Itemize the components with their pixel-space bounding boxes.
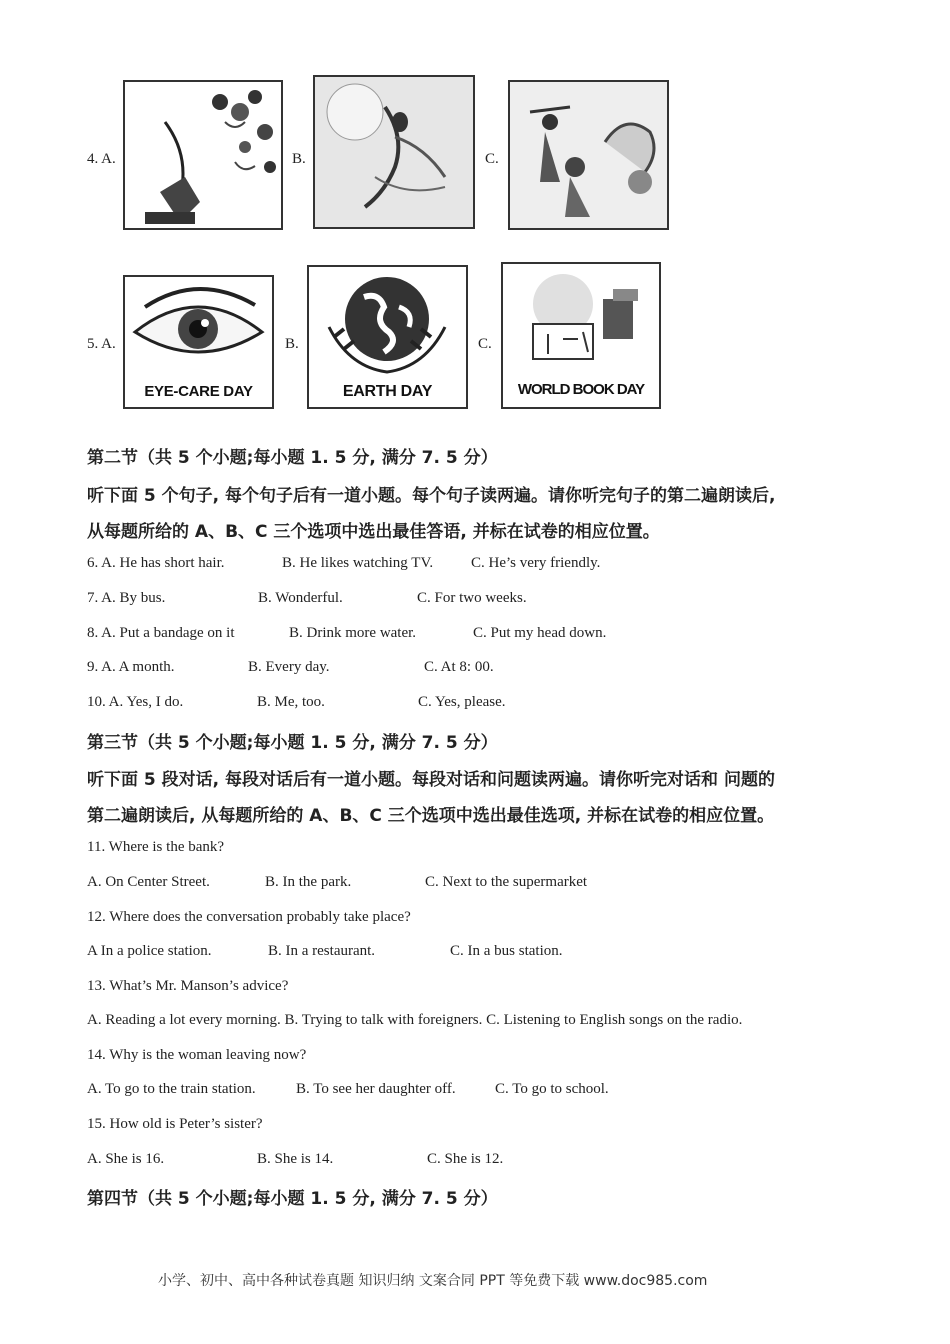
q14-text: 14. Why is the woman leaving now? xyxy=(87,1047,307,1063)
q5-option-c-label: C. xyxy=(478,336,492,352)
q15-option-a[interactable]: A. She is 16. xyxy=(87,1151,165,1167)
q9-option-a[interactable]: 9. A. A month. xyxy=(87,659,175,675)
q14-option-b[interactable]: B. To see her daughter off. xyxy=(296,1081,456,1097)
section2-heading: 第二节（共 5 个小题;每小题 1. 5 分, 满分 7. 5 分） xyxy=(87,448,498,468)
q14-option-a[interactable]: A. To go to the train station. xyxy=(87,1081,256,1097)
q13-options[interactable]: A. Reading a lot every morning. B. Trying to talk with foreigners. C. Listening to English songs on the radio. xyxy=(87,1012,743,1028)
q4-picture-a xyxy=(123,80,283,230)
q12-option-c[interactable]: C. In a bus station. xyxy=(450,943,563,959)
q7-option-b[interactable]: B. Wonderful. xyxy=(258,590,343,606)
q10-option-c[interactable]: C. Yes, please. xyxy=(418,694,506,710)
q8-option-b[interactable]: B. Drink more water. xyxy=(289,625,417,641)
q5-picture-b xyxy=(307,265,468,409)
earth-illustration xyxy=(309,267,466,379)
q15-option-c[interactable]: C. She is 12. xyxy=(427,1151,504,1167)
q6-option-a[interactable]: 6. A. He has short hair. xyxy=(87,555,225,571)
archer-illustration xyxy=(125,82,281,228)
page-footer: 小学、初中、高中各种试卷真题 知识归纳 文案合同 PPT 等免费下载 www.doc985.com xyxy=(158,1273,708,1289)
yugong-illustration xyxy=(510,82,667,228)
q4-option-a-label: 4. A. xyxy=(87,151,116,167)
q4-option-c-label: C. xyxy=(485,151,499,167)
q6-option-b[interactable]: B. He likes watching TV. xyxy=(282,555,434,571)
q4-picture-c xyxy=(508,80,669,230)
q5-picture-c xyxy=(501,262,661,409)
section3-heading: 第三节（共 5 个小题;每小题 1. 5 分, 满分 7. 5 分） xyxy=(87,733,498,753)
q11-option-c[interactable]: C. Next to the supermarket xyxy=(425,874,588,890)
q15-text: 15. How old is Peter’s sister? xyxy=(87,1116,263,1132)
q14-option-c[interactable]: C. To go to school. xyxy=(495,1081,609,1097)
q8-option-c[interactable]: C. Put my head down. xyxy=(473,625,607,641)
section3-instruction-line2: 第二遍朗读后, 从每题所给的 A、B、C 三个选项中选出最佳选项, 并标在试卷的相应位置。 xyxy=(87,806,775,826)
q6-option-c[interactable]: C. He’s very friendly. xyxy=(471,555,601,571)
q8-option-a[interactable]: 8. A. Put a bandage on it xyxy=(87,625,235,641)
books-illustration xyxy=(503,264,659,374)
section2-instruction-line2: 从每题所给的 A、B、C 三个选项中选出最佳答语, 并标在试卷的相应位置。 xyxy=(87,522,660,542)
q11-text: 11. Where is the bank? xyxy=(87,839,225,855)
q15-option-b[interactable]: B. She is 14. xyxy=(257,1151,334,1167)
q5-picture-a xyxy=(123,275,274,409)
q7-option-a[interactable]: 7. A. By bus. xyxy=(87,590,166,606)
q12-option-a[interactable]: A In a police station. xyxy=(87,943,212,959)
q9-option-b[interactable]: B. Every day. xyxy=(248,659,330,675)
q5-caption-b: EARTH DAY xyxy=(342,383,433,400)
q12-text: 12. Where does the conversation probably take place? xyxy=(87,909,411,925)
q4-picture-b xyxy=(313,75,475,229)
chang-e-moon-illustration xyxy=(315,77,473,227)
q11-option-a[interactable]: A. On Center Street. xyxy=(87,874,210,890)
q10-option-b[interactable]: B. Me, too. xyxy=(257,694,325,710)
q5-caption-a: EYE-CARE DAY xyxy=(144,383,253,400)
q5-option-a-label: 5. A. xyxy=(87,336,116,352)
q5-caption-c: WORLD BOOK DAY xyxy=(517,381,645,398)
q10-option-a[interactable]: 10. A. Yes, I do. xyxy=(87,694,184,710)
q9-option-c[interactable]: C. At 8: 00. xyxy=(424,659,494,675)
q5-option-b-label: B. xyxy=(285,336,299,352)
section3-instruction-line1: 听下面 5 段对话, 每段对话后有一道小题。每段对话和问题读两遍。请你听完对话和 问题的 xyxy=(87,770,775,790)
q7-option-c[interactable]: C. For two weeks. xyxy=(417,590,527,606)
q4-option-b-label: B. xyxy=(292,151,306,167)
q12-option-b[interactable]: B. In a restaurant. xyxy=(268,943,376,959)
q13-text: 13. What’s Mr. Manson’s advice? xyxy=(87,978,289,994)
section2-instruction-line1: 听下面 5 个句子, 每个句子后有一道小题。每个句子读两遍。请你听完句子的第二遍朗读后, xyxy=(87,486,776,506)
section4-heading: 第四节（共 5 个小题;每小题 1. 5 分, 满分 7. 5 分） xyxy=(87,1189,498,1209)
q11-option-b[interactable]: B. In the park. xyxy=(265,874,352,890)
eye-illustration xyxy=(125,277,272,377)
